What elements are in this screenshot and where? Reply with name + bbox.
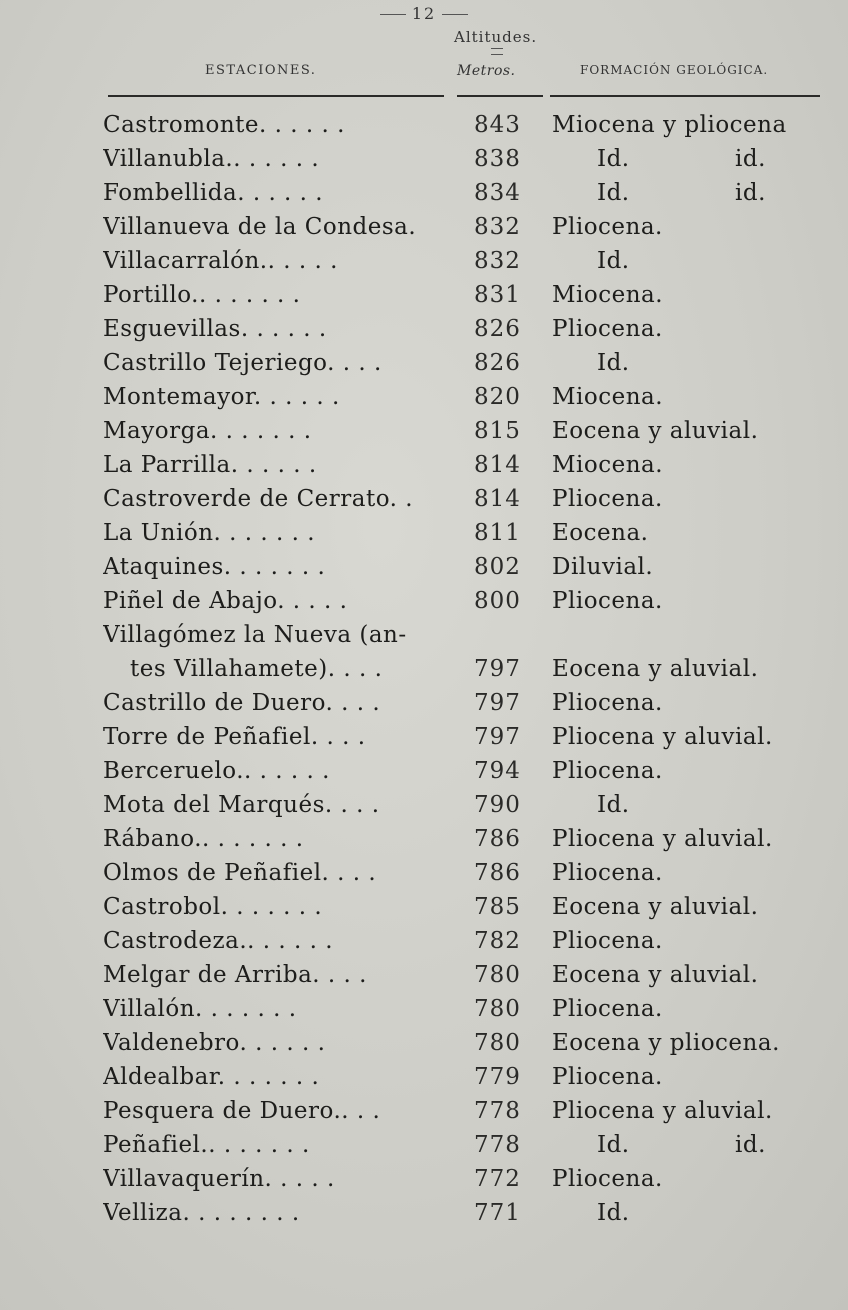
station-name: Villanueva de la Condesa. bbox=[103, 214, 417, 240]
geological-formation-idem: id. bbox=[735, 1132, 766, 1158]
dash-left bbox=[380, 14, 406, 15]
altitude-value: 831 bbox=[474, 282, 521, 308]
altitude-value: 814 bbox=[474, 486, 521, 512]
table-row bbox=[0, 550, 848, 584]
station-name: Castrillo Tejeriego. . . . bbox=[103, 350, 382, 376]
table-row bbox=[0, 720, 848, 754]
altitude-value: 815 bbox=[474, 418, 521, 444]
table-row bbox=[0, 380, 848, 414]
geological-formation: Pliocena. bbox=[552, 1064, 663, 1090]
geological-formation: Eocena y aluvial. bbox=[552, 656, 759, 682]
table-row bbox=[0, 652, 848, 686]
altitude-value: 779 bbox=[474, 1064, 521, 1090]
column-header-estaciones: ESTACIONES. bbox=[205, 63, 317, 78]
altitude-value: 800 bbox=[474, 588, 521, 614]
station-name: La Unión. . . . . . . bbox=[103, 520, 316, 546]
station-name: Portillo.. . . . . . . bbox=[103, 282, 301, 308]
geological-formation: Miocena. bbox=[552, 384, 664, 410]
geological-formation: Pliocena. bbox=[552, 690, 663, 716]
station-name: Mayorga. . . . . . . bbox=[103, 418, 312, 444]
geological-formation: Miocena. bbox=[552, 452, 664, 478]
station-name: Torre de Peñafiel. . . . bbox=[103, 724, 366, 750]
table-row bbox=[0, 482, 848, 516]
geological-formation: Id. bbox=[597, 1200, 630, 1226]
geological-formation: Pliocena. bbox=[552, 996, 663, 1022]
station-name: tes Villahamete). . . . bbox=[130, 656, 383, 682]
table-row bbox=[0, 958, 848, 992]
table-row bbox=[0, 584, 848, 618]
table-row bbox=[0, 1128, 848, 1162]
geological-formation: Id. bbox=[597, 350, 630, 376]
altitude-value: 778 bbox=[474, 1132, 521, 1158]
altitude-value: 802 bbox=[474, 554, 521, 580]
table-row bbox=[0, 1060, 848, 1094]
table-row bbox=[0, 142, 848, 176]
station-name: La Parrilla. . . . . . bbox=[103, 452, 317, 478]
station-name: Olmos de Peñafiel. . . . bbox=[103, 860, 377, 886]
station-name: Aldealbar. . . . . . . bbox=[103, 1064, 320, 1090]
station-name: Montemayor. . . . . . bbox=[103, 384, 340, 410]
header-rule-metros bbox=[457, 95, 543, 97]
station-name: Peñafiel.. . . . . . . bbox=[103, 1132, 310, 1158]
station-name: Castrillo de Duero. . . . bbox=[103, 690, 381, 716]
altitude-value: 782 bbox=[474, 928, 521, 954]
station-name: Valdenebro. . . . . . bbox=[103, 1030, 326, 1056]
table-row bbox=[0, 856, 848, 890]
table-row bbox=[0, 822, 848, 856]
table-row bbox=[0, 754, 848, 788]
geological-formation: Miocena. bbox=[552, 282, 664, 308]
altitude-value: 797 bbox=[474, 690, 521, 716]
altitude-value: 790 bbox=[474, 792, 521, 818]
altitude-value: 785 bbox=[474, 894, 521, 920]
table-row bbox=[0, 788, 848, 822]
table-row bbox=[0, 1026, 848, 1060]
table-row bbox=[0, 346, 848, 380]
geological-formation: Pliocena. bbox=[552, 588, 663, 614]
station-name: Piñel de Abajo. . . . . bbox=[103, 588, 348, 614]
geological-formation: Eocena y aluvial. bbox=[552, 962, 759, 988]
geological-formation: Pliocena. bbox=[552, 316, 663, 342]
stations-table bbox=[0, 108, 848, 1230]
table-row bbox=[0, 278, 848, 312]
station-name: Villacarralón.. . . . . bbox=[103, 248, 338, 274]
geological-formation: Eocena. bbox=[552, 520, 649, 546]
geological-formation-idem: id. bbox=[735, 146, 766, 172]
altitude-value: 778 bbox=[474, 1098, 521, 1124]
station-name: Velliza. . . . . . . . bbox=[103, 1200, 300, 1226]
table-row bbox=[0, 210, 848, 244]
station-name: Castrodeza.. . . . . . bbox=[103, 928, 334, 954]
geological-formation: Pliocena. bbox=[552, 928, 663, 954]
altitude-value: 797 bbox=[474, 724, 521, 750]
table-row bbox=[0, 618, 848, 652]
page-number-text: 12 bbox=[411, 4, 437, 23]
station-name: Fombellida. . . . . . bbox=[103, 180, 324, 206]
geological-formation: Miocena y pliocena bbox=[552, 112, 787, 138]
header-rule-formacion bbox=[550, 95, 820, 97]
altitude-value: 811 bbox=[474, 520, 521, 546]
geological-formation: Pliocena. bbox=[552, 1166, 663, 1192]
table-row bbox=[0, 312, 848, 346]
table-row bbox=[0, 1162, 848, 1196]
station-name: Ataquines. . . . . . . bbox=[103, 554, 326, 580]
altitude-value: 843 bbox=[474, 112, 521, 138]
altitude-value: 826 bbox=[474, 350, 521, 376]
table-row bbox=[0, 890, 848, 924]
station-name: Castromonte. . . . . . bbox=[103, 112, 345, 138]
geological-formation: Pliocena. bbox=[552, 758, 663, 784]
altitude-value: 834 bbox=[474, 180, 521, 206]
altitude-value: 820 bbox=[474, 384, 521, 410]
geological-formation: Id. bbox=[597, 1132, 630, 1158]
table-row bbox=[0, 176, 848, 210]
station-name: Esguevillas. . . . . . bbox=[103, 316, 327, 342]
table-row bbox=[0, 414, 848, 448]
table-row bbox=[0, 1094, 848, 1128]
altitude-value: 838 bbox=[474, 146, 521, 172]
geological-formation: Id. bbox=[597, 146, 630, 172]
altitude-value: 786 bbox=[474, 826, 521, 852]
header-rule-estaciones bbox=[108, 95, 444, 97]
geological-formation: Id. bbox=[597, 180, 630, 206]
table-row bbox=[0, 924, 848, 958]
altitudes-label: Altitudes. bbox=[454, 28, 538, 46]
altitude-value: 832 bbox=[474, 248, 521, 274]
page-number bbox=[0, 4, 848, 23]
geological-formation: Pliocena y aluvial. bbox=[552, 724, 773, 750]
geological-formation: Pliocena y aluvial. bbox=[552, 1098, 773, 1124]
altitude-value: 780 bbox=[474, 1030, 521, 1056]
table-row bbox=[0, 108, 848, 142]
geological-formation: Id. bbox=[597, 248, 630, 274]
table-row bbox=[0, 448, 848, 482]
geological-formation: Pliocena. bbox=[552, 860, 663, 886]
geological-formation: Pliocena. bbox=[552, 214, 663, 240]
station-name: Mota del Marqués. . . . bbox=[103, 792, 380, 818]
station-name: Villavaquerín. . . . . bbox=[103, 1166, 335, 1192]
geological-formation: Id. bbox=[597, 792, 630, 818]
altitude-value: 780 bbox=[474, 962, 521, 988]
station-name: Castrobol. . . . . . . bbox=[103, 894, 323, 920]
column-header-metros: Metros. bbox=[457, 63, 516, 79]
station-name: Castroverde de Cerrato. . bbox=[103, 486, 414, 512]
station-name: Villalón. . . . . . . bbox=[103, 996, 297, 1022]
geological-formation: Eocena y aluvial. bbox=[552, 894, 759, 920]
station-name: Villanubla.. . . . . . bbox=[103, 146, 320, 172]
geological-formation: Pliocena y aluvial. bbox=[552, 826, 773, 852]
altitude-value: 786 bbox=[474, 860, 521, 886]
altitude-value: 772 bbox=[474, 1166, 521, 1192]
station-name: Melgar de Arriba. . . . bbox=[103, 962, 367, 988]
table-row bbox=[0, 992, 848, 1026]
altitude-value: 780 bbox=[474, 996, 521, 1022]
station-name: Pesquera de Duero.. . . bbox=[103, 1098, 381, 1124]
geological-formation: Pliocena. bbox=[552, 486, 663, 512]
altitude-value: 832 bbox=[474, 214, 521, 240]
station-name: Villagómez la Nueva (an- bbox=[103, 622, 407, 648]
geological-formation: Diluvial. bbox=[552, 554, 654, 580]
table-row bbox=[0, 516, 848, 550]
altitude-value: 814 bbox=[474, 452, 521, 478]
altitude-value: 826 bbox=[474, 316, 521, 342]
table-row bbox=[0, 1196, 848, 1230]
station-name: Rábano.. . . . . . . bbox=[103, 826, 304, 852]
double-rule-mark bbox=[491, 48, 503, 55]
geological-formation: Eocena y aluvial. bbox=[552, 418, 759, 444]
geological-formation: Eocena y pliocena. bbox=[552, 1030, 780, 1056]
station-name: Berceruelo.. . . . . . bbox=[103, 758, 330, 784]
table-row bbox=[0, 244, 848, 278]
column-header-formacion: FORMACIÓN GEOLÓGICA. bbox=[580, 63, 769, 77]
altitude-value: 771 bbox=[474, 1200, 521, 1226]
table-row bbox=[0, 686, 848, 720]
geological-formation-idem: id. bbox=[735, 180, 766, 206]
dash-right bbox=[442, 14, 468, 15]
altitude-value: 797 bbox=[474, 656, 521, 682]
altitude-value: 794 bbox=[474, 758, 521, 784]
